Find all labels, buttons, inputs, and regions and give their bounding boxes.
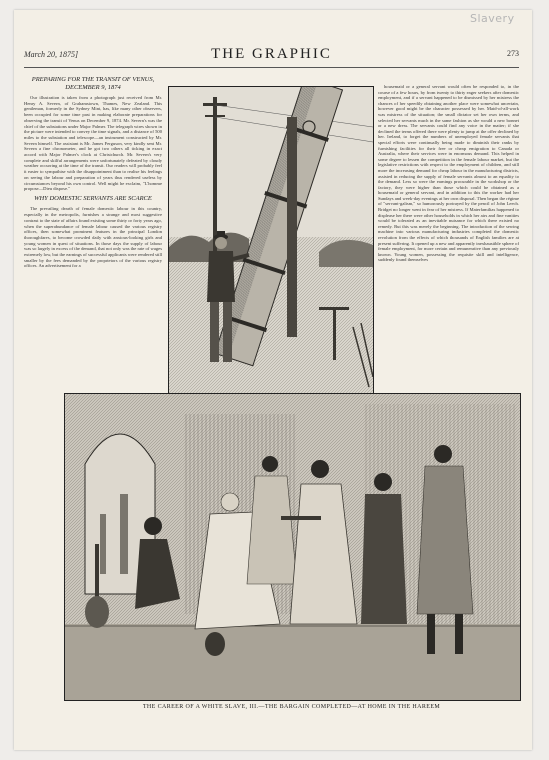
illustration-hareem-scene	[64, 393, 521, 701]
masthead-title: THE GRAPHIC	[211, 46, 332, 62]
issue-date: March 20, 1875]	[24, 50, 79, 59]
header-rule	[24, 67, 519, 68]
caption-hareem-scene: THE CAREER OF A WHITE SLAVE, III.—THE BARGAIN COMPLETED—AT HOME IN THE HAREEM	[142, 704, 441, 710]
illustration-transit-of-venus	[168, 86, 374, 394]
engraving-hareem	[65, 394, 520, 700]
article-heading-transit: PREPARING FOR THE TRANSIT OF VENUS, DECEMBER 9, 1874	[31, 76, 155, 91]
page-header	[24, 46, 519, 66]
article-heading-servants: WHY DOMESTIC SERVANTS ARE SCARCE	[34, 194, 152, 202]
article-paragraph: Our illustration is taken from a photograph just received from Mr. Henry A. Severn, of Grahamstown, Thames, New Zealand. This gentleman, formerly in the Sydney Mint, has, like many other observers, been occupied for some time past in making elaborate preparations for observing the transit of Venus on December 9, 1874. Mr. Severn's was the chief of the substations under Major Palmer. The telegraph wires shown in the picture were intended to convey the time signals, and a distance of 500 miles to the substation and telescope—an instrument constructed by Mr. Severn himself. The assistant is Mr. James Ferguson, very kindly sent Mr. Severn a fine chronometer, and he got two others all ticking in exact accord with Major Palmer's clock at Christchurch. Mr. Severn's very complete and skilful arrangements were unfortunately defeated by cloudy weather occurring at the time of the transit. Our readers will probably feel it easier to sympathise with the disappointment than to realise his feelings on seeing the labour and preparation of years thus rendered useless by circumstances beyond his own control. Well might he exclaim, "L'homme propose—Dieu dispose."	[24, 95, 162, 192]
left-text-column	[24, 74, 162, 390]
pencil-annotation: Slavery	[470, 12, 515, 25]
right-text-column	[378, 84, 519, 390]
article-paragraph: housemaid or a general servant would often be responded to, in the course of a few hours, by from twenty to thirty eager seekers after domestic employment, and if a servant happened to be dismissed by her mistress the chances of her speedily obtaining another place were somewhat uncertain, however good might be the character possessed by her. Maid-of-all-work was mistress of the situation; the small dictator set her own terms, and selected her servants much in the same fashion as she would a new bonnet or a new dress. The servants could find any voice in the matter; if she declined the terms offered there were plenty to jump at the offer declined by her. Ireland, to forget the numbers of unemployed female servants that special efforts were continually being made to diminish their ranks by furnishing facilities for their free or cheap emigration to Canada or Australia, where their services were in enormous demand. This helped in some degree to lessen the competition in the female labour market, but the legislative restrictions with respect to the employment of children, and still more the increasing demand for cheap labour in the manufacturing districts, assisted in reducing the supply of female servants almost to an equality to the demand. Less so were the earnings procurable in the workshop or the factory, they were higher than those which could be obtained as a housemaid or general servant, and in addition to this the worker had her Sundays and week-day evenings at her own disposal. Then began the régime of "servant-galism," so humorously portrayed by the pencil of John Leech. Bridget no longer went in fear of her mistress. If Materfamilias happened to displease her there were other households in which her airs and fine vanities would be tolerated as an inevitable nuisance for which there existed no remedy. But this was merely the beginning. The introduction of the sewing machine into various manufacturing industries completed the domestic revolution from the effects of which thousands of English families are at present suffering. It opened up a new and apparently inexhaustible sphere of female employment, for more certain and remunerative than any previously known. Young women, possessing the requisite skill and intelligence, suddenly found themselves	[378, 84, 519, 263]
page-number: 273	[507, 49, 519, 58]
engraving-telescope	[169, 87, 373, 393]
article-paragraph: The prevailing dearth of female domestic labour in this country, especially in the metropolis, furnishes a strange and most suggestive contrast to the state of affairs found existing some thirty or forty years ago, when the superabundance of female labour caused the various registry offices, then somewhat prominent features in the principal London thoroughfares, to become crowded daily with anxious-looking girls and young women in quest of situations. In those days the supply of labour was so largely in excess of the demand, that not only was the rate of wages extremely low, but the earnings of successful applicants were rendered still smaller by the fees demanded by the proprietors of the various registry offices. An advertisement for a	[24, 206, 162, 269]
